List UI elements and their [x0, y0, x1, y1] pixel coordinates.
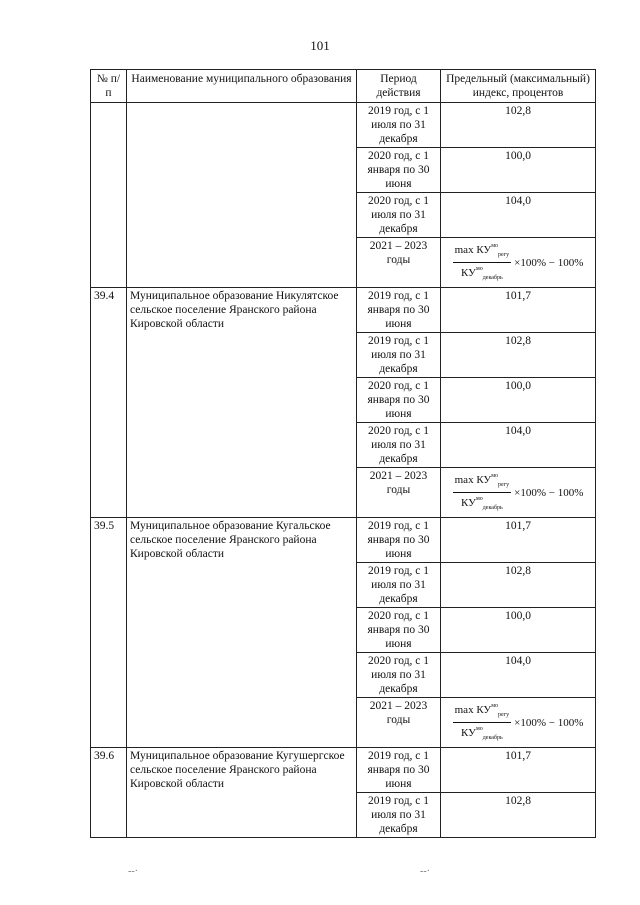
period-cell: 2020 год, с 1 июля по 31 декабря: [357, 653, 441, 698]
period-cell: 2020 год, с 1 января по 30 июня: [357, 608, 441, 653]
index-value: 100,0: [441, 608, 596, 653]
index-value: [441, 238, 596, 288]
period-cell: 2019 год, с 1 января по 30 июня: [357, 288, 441, 333]
period-cell: 2020 год, с 1 июля по 31 декабря: [357, 423, 441, 468]
index-value: 101,7: [441, 288, 596, 333]
row-number: 39.4: [91, 288, 127, 518]
index-value: 100,0: [441, 148, 596, 193]
row-number: 39.5: [91, 518, 127, 748]
index-value: 102,8: [441, 103, 596, 148]
index-value: 100,0: [441, 378, 596, 423]
table-row: [91, 518, 596, 563]
page-number: 101: [310, 38, 330, 53]
scan-mark: --·: [128, 866, 138, 877]
index-value: 102,8: [441, 563, 596, 608]
index-formula: $\frac{\max КУ^{мо}_{регу}}{КУ^{мо}_{декабрь}}$ ×100% − 100%: [442, 700, 594, 745]
index-value: 102,8: [441, 793, 596, 838]
municipality-name: [127, 103, 357, 288]
period-cell: 2019 год, с 1 июля по 31 декабря: [357, 793, 441, 838]
period-cell: 2019 год, с 1 июля по 31 декабря: [357, 103, 441, 148]
period-cell: 2020 год, с 1 января по 30 июня: [357, 378, 441, 423]
header-index: Предельный (максимальный) индекс, процентов: [441, 70, 596, 103]
table-body: [91, 103, 596, 838]
index-formula: $\frac{\max КУ^{мо}_{регу}}{КУ^{мо}_{декабрь}}$ ×100% − 100%: [442, 470, 594, 515]
index-value: [441, 698, 596, 748]
period-cell: 2019 год, с 1 января по 30 июня: [357, 518, 441, 563]
index-value: 101,7: [441, 748, 596, 793]
table-row: [91, 748, 596, 793]
period-cell: 2021 – 2023 годы: [357, 238, 441, 288]
period-cell: 2019 год, с 1 января по 30 июня: [357, 748, 441, 793]
index-value: 104,0: [441, 193, 596, 238]
table-row: [91, 288, 596, 333]
period-cell: 2021 – 2023 годы: [357, 698, 441, 748]
index-value: 104,0: [441, 653, 596, 698]
period-cell: 2020 год, с 1 января по 30 июня: [357, 148, 441, 193]
municipality-name: Муниципальное образование Кугальское сельское поселение Яранского района Кировской области: [127, 518, 357, 748]
index-formula: $\frac{\max КУ^{мо}_{регу}}{КУ^{мо}_{декабрь}}$ ×100% − 100%: [442, 240, 594, 285]
period-cell: 2019 год, с 1 июля по 31 декабря: [357, 333, 441, 378]
header-row: [91, 70, 596, 103]
municipality-name: Муниципальное образование Никулятское сельское поселение Яранского района Кировской области: [127, 288, 357, 518]
index-value: 102,8: [441, 333, 596, 378]
municipality-name: Муниципальное образование Кугушергское сельское поселение Яранского района Кировской области: [127, 748, 357, 838]
table-row: [91, 103, 596, 148]
scan-mark: --·: [420, 866, 430, 877]
index-value: [441, 468, 596, 518]
period-cell: 2019 год, с 1 июля по 31 декабря: [357, 563, 441, 608]
row-number: 39.6: [91, 748, 127, 838]
period-cell: 2021 – 2023 годы: [357, 468, 441, 518]
header-period: Период действия: [357, 70, 441, 103]
index-value: 104,0: [441, 423, 596, 468]
index-table: [90, 69, 596, 838]
index-value: 101,7: [441, 518, 596, 563]
row-number: [91, 103, 127, 288]
header-num: № п/п: [91, 70, 127, 103]
header-name: Наименование муниципального образования: [127, 70, 357, 103]
period-cell: 2020 год, с 1 июля по 31 декабря: [357, 193, 441, 238]
